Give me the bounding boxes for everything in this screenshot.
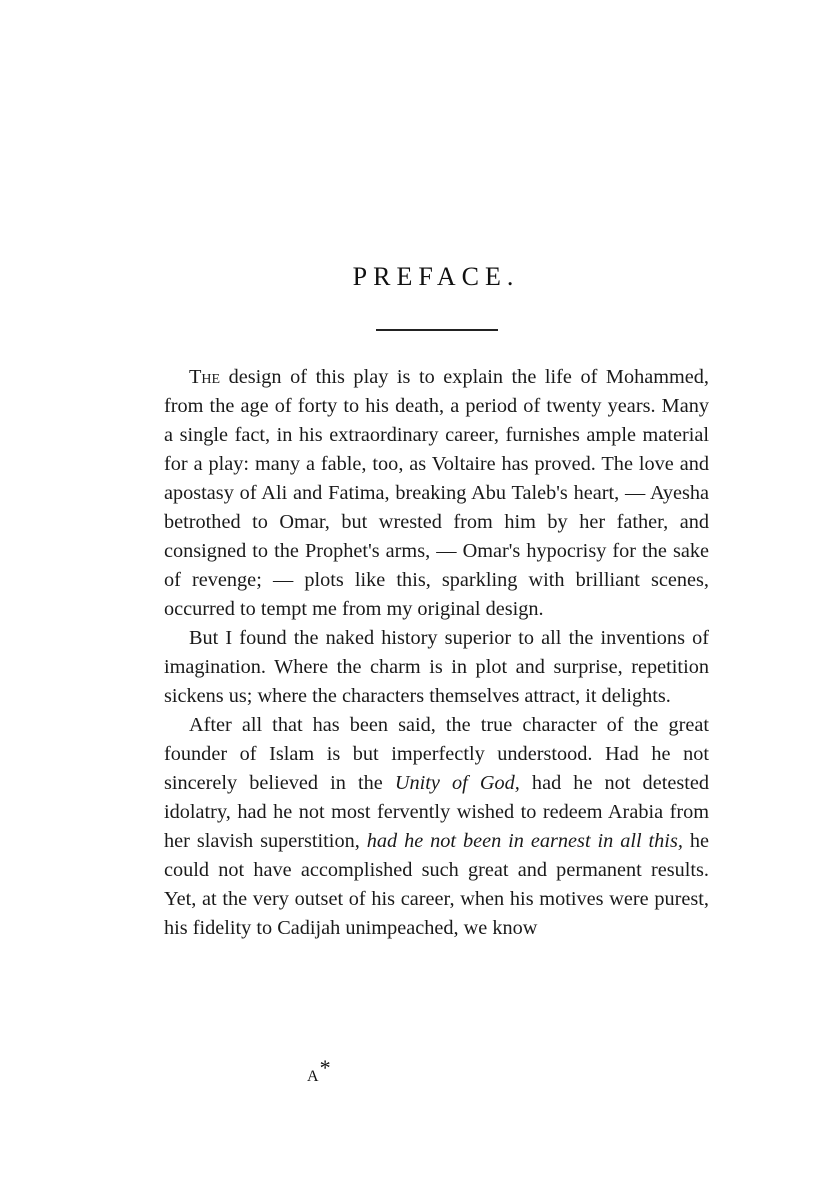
paragraph-3-text-a: After all that has been said, the true character of the great founder of Islam is but imperfectly understood. Had he not sincerely believed in the — [164, 714, 709, 794]
paragraph-3-italic-a: Unity of God, — [394, 772, 520, 794]
paragraph-2-text: But I found the naked history superior to all the inventions of imagination. Where the charm is in plot and surprise, repetition sickens us; where the characters themselves attract, it delights. — [164, 627, 709, 707]
signature-star: * — [319, 1055, 331, 1080]
paragraph-1-text: design of this play is to explain the life of Mohammed, from the age of forty to his death, a period of twenty years. Many a single fact, in his extraordinary career, furnishes ample material for a play: many a fable, too, as Voltaire has proved. The love and apostasy of Ali and Fatima, breaking Abu Taleb's heart, — Ayesha betrothed to Omar, but wrested from him by her father, and consigned to the Prophet's arms, — Omar's hypocrisy for the sake of revenge; — plots like this, sparkling with brilliant scenes, occurred to tempt me from my original design. — [164, 366, 709, 620]
paragraph-1-first-word: The — [189, 366, 221, 388]
signature-letter: A — [307, 1068, 319, 1085]
paragraph-3-text-c: he could not have accomplished such great and permanent results. Yet, at the very outset of his career, when his motives were purest, his fidelity to Cadijah unimpeached, we know — [164, 830, 709, 939]
preface-body — [164, 363, 709, 943]
page-title: PREFACE. — [352, 262, 520, 291]
paragraph-1 — [164, 363, 709, 624]
signature-mark — [307, 1055, 331, 1087]
paragraph-3-italic-b: had he not been in earnest in all this, — [366, 830, 683, 852]
paragraph-2 — [164, 624, 709, 711]
paragraph-3 — [164, 711, 709, 943]
title-rule — [376, 329, 498, 331]
paragraph-3-text-b: had he not detested idolatry, had he not most fervently wished to redeem Arabia from her slavish superstition, — [164, 772, 709, 852]
